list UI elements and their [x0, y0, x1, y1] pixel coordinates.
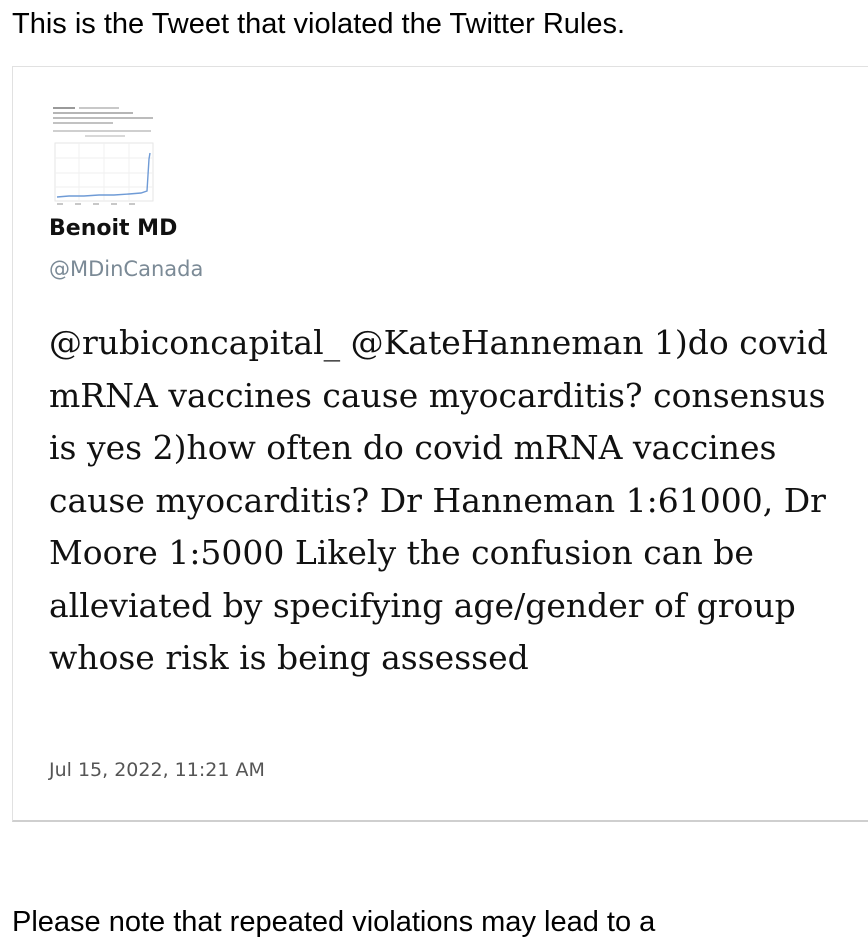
tweet-card — [12, 66, 868, 822]
profile-image-chart-thumbnail-icon[interactable] — [49, 103, 159, 209]
tweet-timestamp[interactable]: Jul 15, 2022, 11:21 AM — [49, 759, 265, 781]
tweet-text: @rubiconcapital_ @KateHanneman 1)do covid mRNA vaccines cause myocarditis? consensus is yes 2)how often do covid mRNA vaccines cause myocarditis? Dr Hanneman 1:61000, Dr Moore 1:5000 Likely the confusion can be alleviated by specifying age/gender of group whose risk is being assessed — [49, 323, 828, 677]
author-handle[interactable]: @MDinCanada — [49, 257, 204, 281]
author-name[interactable]: Benoit MD — [49, 216, 178, 241]
intro-text: This is the Tweet that violated the Twitter Rules. — [12, 8, 626, 40]
footer-note: Please note that repeated violations may lead to a — [12, 906, 656, 938]
